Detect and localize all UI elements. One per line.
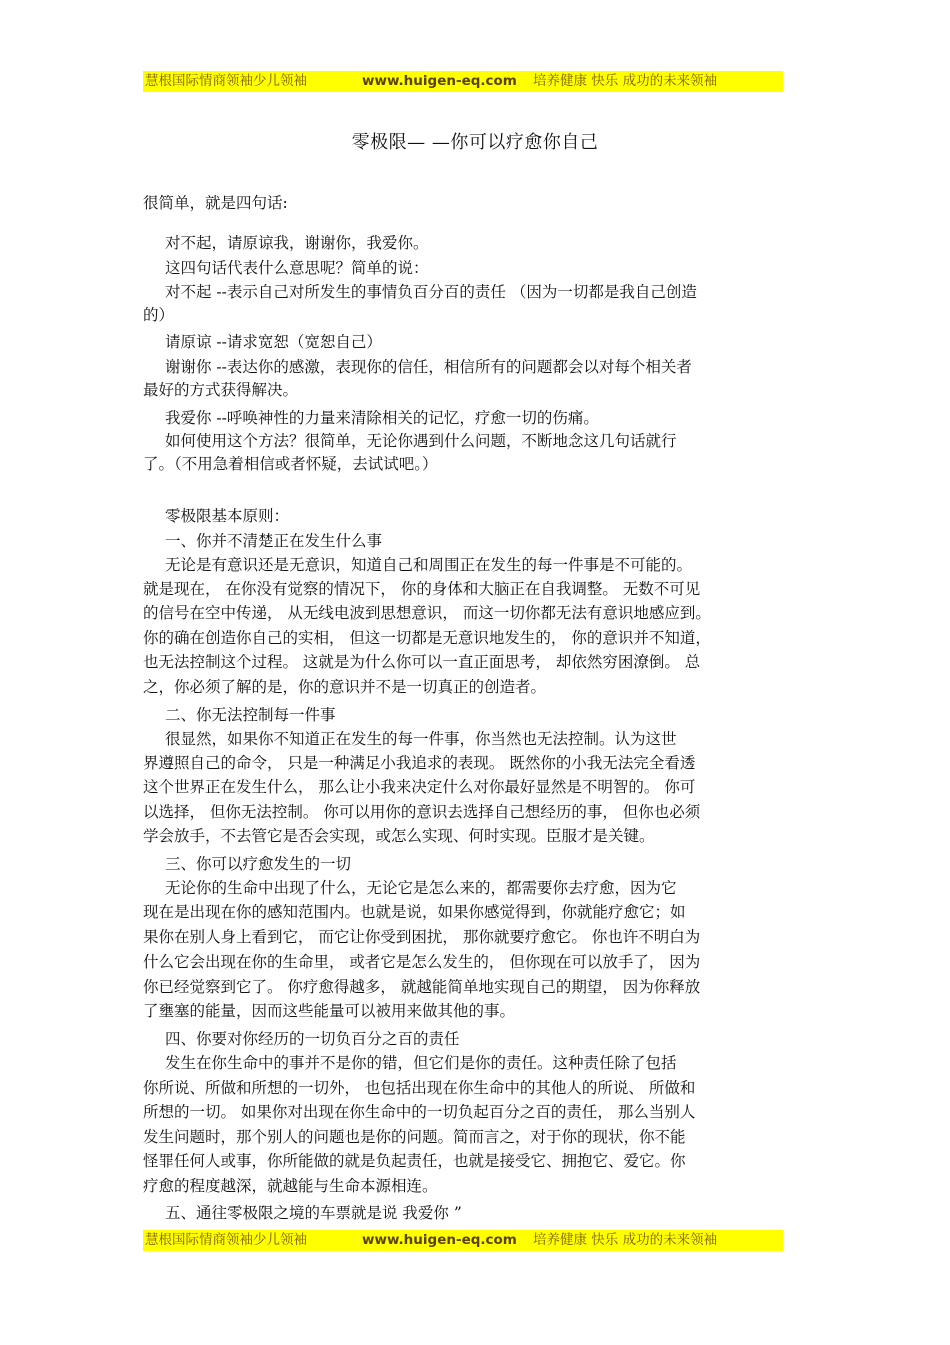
text-line: 之，你必须了解的是，你的意识并不是一切真正的创造者。 <box>143 678 547 696</box>
text-line: 二、你无法控制每一件事 <box>165 706 336 724</box>
text-line: 一、你并不清楚正在发生什么事 <box>165 532 383 550</box>
text-line: 以选择， 但你无法控制。 你可以用你的意识去选择自己想经历的事， 但你也必须 <box>143 803 701 821</box>
text-line: 对不起，请原谅我，谢谢你，我爱你。 <box>165 234 429 252</box>
document-title: 零极限— —你可以疗愈你自己 <box>351 132 599 153</box>
text-line: 三、你可以疗愈发生的一切 <box>165 855 352 873</box>
text-line: 什么它会出现在你的生命里， 或者它是怎么发生的， 但你现在可以放手了， 因为 <box>143 953 701 971</box>
footer-band <box>143 1230 783 1251</box>
text-line: 无论是有意识还是无意识，知道自己和周围正在发生的每一件事是不可能的。 <box>165 556 693 574</box>
text-line: 了。（不用急着相信或者怀疑，去试试吧。） <box>143 455 438 473</box>
text-line: 很简单，就是四句话: <box>143 194 288 212</box>
text-line: 怪罪任何人或事，你所能做的就是负起责任，也就是接受它、拥抱它、爱它。你 <box>143 1152 686 1170</box>
text-line: 最好的方式获得解决。 <box>143 381 299 399</box>
text-line: 疗愈的程度越深，就越能与生命本源相连。 <box>143 1177 438 1195</box>
text-line: 现在是出现在你的感知范围内。也就是说，如果你感觉得到，你就能疗愈它；如 <box>143 903 686 921</box>
text-line: 请原谅 --请求宽恕（宽恕自己） <box>165 333 382 351</box>
text-line: 你所说、所做和所想的一切外， 也包括出现在你生命中的其他人的所说、 所做和 <box>143 1079 696 1097</box>
footer-url-link[interactable]: www.huigen-eq.com <box>362 1232 517 1248</box>
text-line: 如何使用这个方法？很简单，无论你遇到什么问题，不断地念这几句话就行 <box>165 432 677 450</box>
text-line: 很显然，如果你不知道正在发生的每一件事，你当然也无法控制。认为这世 <box>165 730 677 748</box>
text-line: 四、你要对你经历的一切负百分之百的责任 <box>165 1030 460 1048</box>
text-line: 无论你的生命中出现了什么，无论它是怎么来的，都需要你去疗愈，因为它 <box>165 879 677 897</box>
text-line: 发生在你生命中的事并不是你的错，但它们是你的责任。这种责任除了包括 <box>165 1054 677 1072</box>
text-line: 学会放手，不去管它是否会实现，或怎么实现、何时实现。臣服才是关键。 <box>143 827 655 845</box>
text-line: 界遵照自己的命令， 只是一种满足小我追求的表现。 既然你的小我无法完全看透 <box>143 754 696 772</box>
text-line: 这个世界正在发生什么， 那么让小我来决定什么对你最好显然是不明智的。 你可 <box>143 778 696 796</box>
text-line: 我爱你 --呼唤神性的力量来清除相关的记忆，疗愈一切的伤痛。 <box>165 409 599 427</box>
text-line: 的） <box>143 306 175 324</box>
text-line: 也无法控制这个过程。 这就是为什么你可以一直正面思考， 却依然穷困潦倒。 总 <box>143 653 701 671</box>
header-band <box>143 71 783 92</box>
text-line: 你已经觉察到它了。 你疗愈得越多， 就越能简单地实现自己的期望， 因为你释放 <box>143 978 701 996</box>
text-line: 谢谢你 --表达你的感激，表现你的信任，相信所有的问题都会以对每个相关者 <box>165 358 692 376</box>
header-url-link[interactable]: www.huigen-eq.com <box>362 73 517 89</box>
text-line: 的信号在空中传递， 从无线电波到思想意识， 而这一切你都无法有意识地感应到。 <box>143 604 711 622</box>
text-line: 对不起 --表示自己对所发生的事情负百分百的责任 （因为一切都是我自己创造 <box>165 283 697 301</box>
text-line: 发生问题时，那个别人的问题也是你的问题。简而言之，对于你的现状，你不能 <box>143 1128 686 1146</box>
header-slogan: 培养健康 快乐 成功的未来领袖 <box>533 73 718 89</box>
text-line: 你的确在创造你自己的实相， 但这一切都是无意识地发生的， 你的意识并不知道， <box>143 629 711 647</box>
text-line: 果你在别人身上看到它， 而它让你受到困扰， 那你就要疗愈它。 你也许不明白为 <box>143 928 701 946</box>
header-org-name: 慧根国际情商领袖少儿领袖 <box>145 73 307 89</box>
footer-slogan: 培养健康 快乐 成功的未来领袖 <box>533 1232 718 1248</box>
text-line: 这四句话代表什么意思呢？简单的说： <box>165 259 429 277</box>
text-line: 所想的一切。 如果你对出现在你生命中的一切负起百分之百的责任， 那么当别人 <box>143 1103 696 1121</box>
text-line: 零极限基本原则： <box>165 507 290 525</box>
text-line: 了壅塞的能量，因而这些能量可以被用来做其他的事。 <box>143 1002 516 1020</box>
text-line: 就是现在， 在你没有觉察的情况下， 你的身体和大脑正在自我调整。 无数不可见 <box>143 580 701 598</box>
text-line: 五、通往零极限之境的车票就是说 我爱你 ” <box>165 1204 462 1222</box>
footer-org-name: 慧根国际情商领袖少儿领袖 <box>145 1232 307 1248</box>
